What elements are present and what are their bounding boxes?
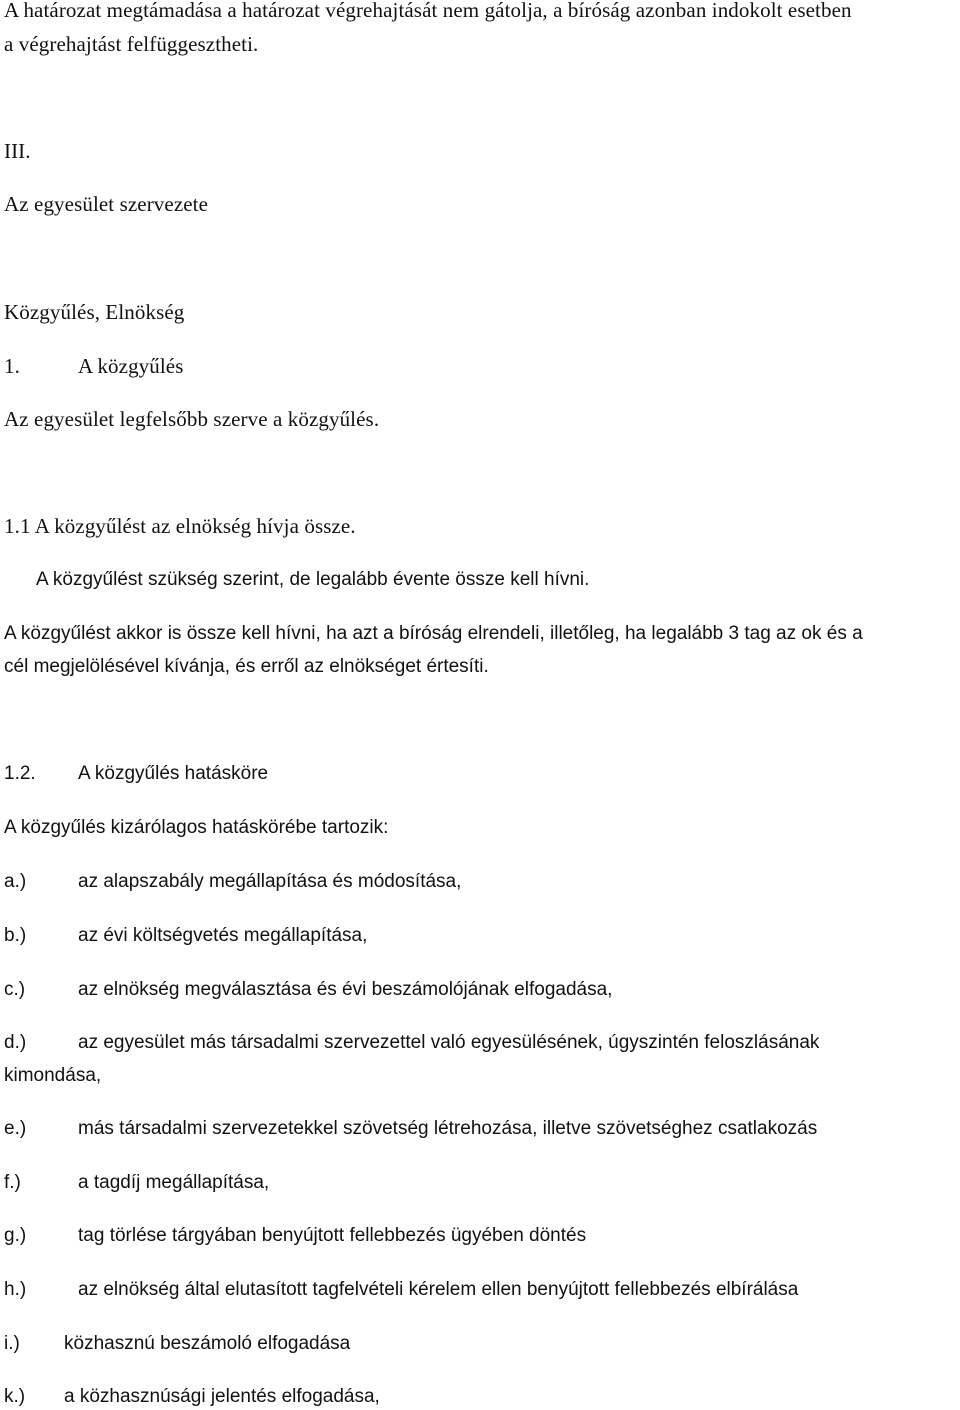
list-item-continuation: kimondása,	[4, 1065, 102, 1086]
list-item-marker: f.)	[4, 1172, 21, 1193]
intro-line-1: A határozat megtámadása a határozat végrehajtását nem gátolja, a bíróság azonban indokolt esetben	[4, 0, 852, 22]
list-item-marker: e.)	[4, 1118, 27, 1139]
intro-line-2: a végrehajtást felfüggesztheti.	[4, 32, 259, 56]
section-1-1-para-line-1: A közgyűlést akkor is össze kell hívni, ha azt a bíróság elrendeli, illetőleg, ha legalább 3 tag az ok és a	[4, 623, 863, 644]
chapter-number: III.	[4, 139, 31, 163]
section-1-2-title: A közgyűlés hatásköre	[78, 763, 269, 784]
section-1-2-intro: A közgyűlés kizárólagos hatáskörébe tartozik:	[4, 817, 389, 838]
list-item-text: más társadalmi szervezetekkel szövetség létrehozása, illetve szövetséghez csatlakozás	[78, 1118, 818, 1139]
list-item-marker: k.)	[4, 1386, 26, 1407]
section-1-1-para-line-2: cél megjelölésével kívánja, és erről az elnökséget értesíti.	[4, 656, 489, 677]
list-item-marker: d.)	[4, 1032, 27, 1053]
list-item-text: a tagdíj megállapítása,	[78, 1172, 270, 1193]
list-item-marker: c.)	[4, 979, 26, 1000]
list-item-marker: g.)	[4, 1225, 27, 1246]
section-1-text: Az egyesület legfelsőbb szerve a közgyűlés.	[4, 407, 380, 431]
list-item-text: az elnökség megválasztása és évi beszámolójának elfogadása,	[78, 979, 613, 1000]
list-item-text: az elnökség által elutasított tagfelvételi kérelem ellen benyújtott fellebbezés elbírálása	[78, 1279, 799, 1300]
list-item-text: közhasznú beszámoló elfogadása	[64, 1333, 351, 1354]
section-1-1-text: A közgyűlést szükség szerint, de legalább évente össze kell hívni.	[36, 569, 590, 590]
list-item-text: az egyesület más társadalmi szervezettel való egyesülésének, úgyszintén feloszlásának	[78, 1032, 820, 1053]
list-item-text: az évi költségvetés megállapítása,	[78, 925, 368, 946]
list-item-text: tag törlése tárgyában benyújtott fellebbezés ügyében döntés	[78, 1225, 587, 1246]
list-item-marker: h.)	[4, 1279, 27, 1300]
chapter-subtitle: Közgyűlés, Elnökség	[4, 300, 185, 324]
list-item-text: a közhasznúsági jelentés elfogadása,	[64, 1386, 380, 1407]
list-item-marker: b.)	[4, 925, 27, 946]
section-1-title: A közgyűlés	[78, 354, 184, 378]
list-item-text: az alapszabály megállapítása és módosítása,	[78, 871, 462, 892]
chapter-title: Az egyesület szervezete	[4, 192, 209, 216]
list-item-marker: a.)	[4, 871, 27, 892]
section-1-number: 1.	[4, 354, 20, 378]
list-item-marker: i.)	[4, 1333, 20, 1354]
section-1-1-heading: 1.1 A közgyűlést az elnökség hívja össze.	[4, 514, 356, 538]
section-1-2-number: 1.2.	[4, 763, 36, 784]
